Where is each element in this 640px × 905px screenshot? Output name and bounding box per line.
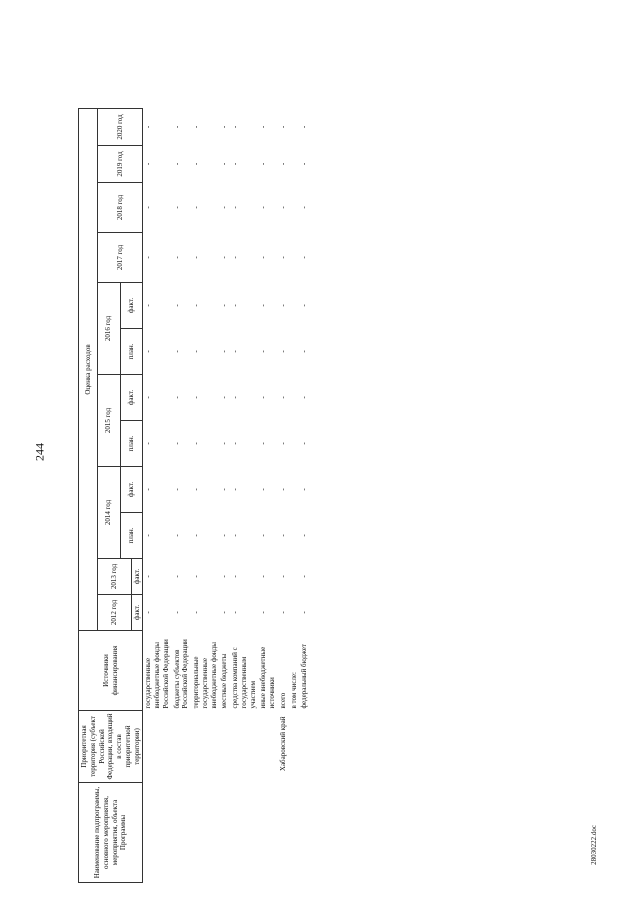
value-cell <box>289 467 300 513</box>
value-cell: - <box>278 162 287 166</box>
value-cell: - <box>278 396 287 399</box>
value-cell: - <box>278 256 287 259</box>
value-cell: - <box>231 534 239 537</box>
value-cell: - <box>278 304 287 307</box>
value-cell: - <box>300 611 309 614</box>
header-estimate: Оценка расходов <box>79 109 98 631</box>
value-cell: - <box>231 396 239 399</box>
value-cell: - <box>144 206 153 209</box>
value-cell: - <box>231 488 239 491</box>
value-cell: - <box>172 125 181 129</box>
value-cell: - <box>300 534 309 537</box>
value-cell: - <box>220 256 229 259</box>
value-cell: - <box>259 125 268 129</box>
value-cell: - <box>192 256 200 259</box>
value-cell <box>289 183 300 233</box>
value-cell: - <box>300 206 309 209</box>
header-sources: Источники финансирования <box>79 631 143 711</box>
source-label: иные внебюджетные источники <box>259 646 276 709</box>
value-cell: - <box>220 125 229 129</box>
value-cell <box>289 595 300 631</box>
value-cell: - <box>144 304 153 307</box>
value-cell: - <box>220 304 229 307</box>
value-cell: - <box>278 442 287 445</box>
header-year-2012: 2012 год <box>98 595 132 631</box>
table-row <box>278 109 289 883</box>
value-cell: - <box>192 125 200 129</box>
header-year-2015: 2015 год <box>98 375 121 467</box>
value-cell: - <box>259 396 268 399</box>
value-cell <box>289 559 300 595</box>
value-cell: - <box>192 611 200 614</box>
value-cell: - <box>144 256 153 259</box>
value-cell: - <box>220 534 229 537</box>
value-cell: - <box>231 125 239 129</box>
value-cell: - <box>278 125 287 129</box>
value-cell <box>289 283 300 329</box>
value-cell: - <box>278 534 287 537</box>
value-cell: - <box>278 611 287 614</box>
value-cell: - <box>192 304 200 307</box>
value-cell: - <box>144 125 153 129</box>
value-cell: - <box>172 304 181 307</box>
document-code: 28030222.doc <box>590 825 598 865</box>
value-cell: - <box>259 575 268 578</box>
header-2015-plan: план. <box>120 421 143 467</box>
value-cell: - <box>278 206 287 209</box>
value-cell: - <box>172 575 181 578</box>
header-year-2019: 2019 год <box>98 146 143 183</box>
header-2014-fact: факт. <box>120 467 143 513</box>
value-cell: - <box>300 442 309 445</box>
expenses-table <box>78 108 310 883</box>
value-cell: - <box>259 534 268 537</box>
value-cell <box>289 375 300 421</box>
header-year-2018: 2018 год <box>98 183 143 233</box>
source-label: всего <box>278 692 287 709</box>
value-cell: - <box>259 611 268 614</box>
value-cell <box>289 421 300 467</box>
value-cell: - <box>300 125 309 129</box>
table-row <box>299 109 310 883</box>
value-cell: - <box>231 350 239 353</box>
header-year-2020: 2020 год <box>98 109 143 146</box>
value-cell: - <box>278 488 287 491</box>
header-territory: Приоритетная территория (субъект Российской Федерации, входящий в состав приоритетной территории) <box>79 711 143 783</box>
value-cell: - <box>144 396 153 399</box>
value-cell: - <box>172 162 181 166</box>
value-cell: - <box>192 442 200 445</box>
value-cell: - <box>300 396 309 399</box>
value-cell: - <box>172 350 181 353</box>
table-row <box>230 109 258 883</box>
value-cell: - <box>220 350 229 353</box>
value-cell: - <box>192 206 200 209</box>
source-label: территориальные государственные внебюджетные фонды <box>192 642 218 709</box>
source-label: в том числе: <box>289 672 298 709</box>
value-cell: - <box>144 442 153 445</box>
value-cell: - <box>231 611 239 614</box>
value-cell: - <box>259 488 268 491</box>
value-cell: - <box>144 611 153 614</box>
value-cell: - <box>144 162 153 166</box>
header-name: Наименование подпрограммы, основного мероприятия, мероприятия, объекта Программы <box>79 783 143 883</box>
value-cell: - <box>220 442 229 445</box>
value-cell: - <box>172 611 181 614</box>
header-2015-fact: факт. <box>120 375 143 421</box>
value-cell <box>289 513 300 559</box>
table-row <box>289 109 300 883</box>
value-cell: - <box>259 206 268 209</box>
value-cell: - <box>300 304 309 307</box>
value-cell: - <box>300 575 309 578</box>
source-label: средства компаний с государственным участием <box>231 647 257 709</box>
table-row <box>143 109 172 883</box>
value-cell: - <box>192 162 200 166</box>
value-cell: - <box>192 396 200 399</box>
page-number: 244 <box>32 443 47 461</box>
header-2013-fact: факт. <box>131 559 143 595</box>
value-cell: - <box>144 575 153 578</box>
value-cell: - <box>172 396 181 399</box>
value-cell: - <box>192 350 200 353</box>
source-label: государственные внебюджетные фонды Российской Федерации <box>144 639 170 709</box>
value-cell: - <box>172 488 181 491</box>
value-cell: - <box>231 206 239 209</box>
value-cell: - <box>220 488 229 491</box>
value-cell: - <box>278 350 287 353</box>
value-cell: - <box>278 575 287 578</box>
value-cell: - <box>231 575 239 578</box>
value-cell: - <box>220 611 229 614</box>
value-cell: - <box>172 534 181 537</box>
header-2012-fact: факт. <box>131 595 143 631</box>
value-cell: - <box>144 350 153 353</box>
source-label: местные бюджеты <box>220 653 229 709</box>
header-2016-fact: факт. <box>120 283 143 329</box>
value-cell: - <box>192 488 200 491</box>
header-year-2017: 2017 год <box>98 233 143 283</box>
value-cell: - <box>259 162 268 166</box>
value-cell: - <box>172 442 181 445</box>
value-cell: - <box>300 162 309 166</box>
region-label: Хабаровский край <box>278 716 287 772</box>
value-cell: - <box>300 350 309 353</box>
value-cell <box>289 146 300 183</box>
value-cell: - <box>220 396 229 399</box>
header-2016-plan: план. <box>120 329 143 375</box>
value-cell: - <box>172 206 181 209</box>
value-cell: - <box>220 575 229 578</box>
header-year-2016: 2016 год <box>98 283 121 375</box>
table-row <box>191 109 219 883</box>
value-cell <box>289 233 300 283</box>
source-label: бюджеты субъектов Российской Федерации <box>172 639 190 709</box>
header-year-2014: 2014 год <box>98 467 121 559</box>
value-cell: - <box>220 206 229 209</box>
value-cell: - <box>172 256 181 259</box>
source-label: федеральный бюджет <box>300 644 309 709</box>
header-2014-plan: план. <box>120 513 143 559</box>
table-row <box>219 109 230 883</box>
value-cell: - <box>300 256 309 259</box>
value-cell: - <box>192 534 200 537</box>
value-cell: - <box>259 256 268 259</box>
table-row <box>172 109 192 883</box>
value-cell: - <box>231 256 239 259</box>
value-cell: - <box>300 488 309 491</box>
value-cell <box>289 329 300 375</box>
value-cell: - <box>220 162 229 166</box>
value-cell: - <box>144 534 153 537</box>
table-row <box>258 109 278 883</box>
value-cell: - <box>144 488 153 491</box>
value-cell: - <box>231 162 239 166</box>
value-cell: - <box>259 350 268 353</box>
value-cell: - <box>231 442 239 445</box>
header-year-2013: 2013 год <box>98 559 132 595</box>
value-cell: - <box>231 304 239 307</box>
rotated-table-page <box>78 28 618 883</box>
value-cell: - <box>192 575 200 578</box>
value-cell: - <box>259 304 268 307</box>
value-cell: - <box>259 442 268 445</box>
value-cell <box>289 109 300 146</box>
